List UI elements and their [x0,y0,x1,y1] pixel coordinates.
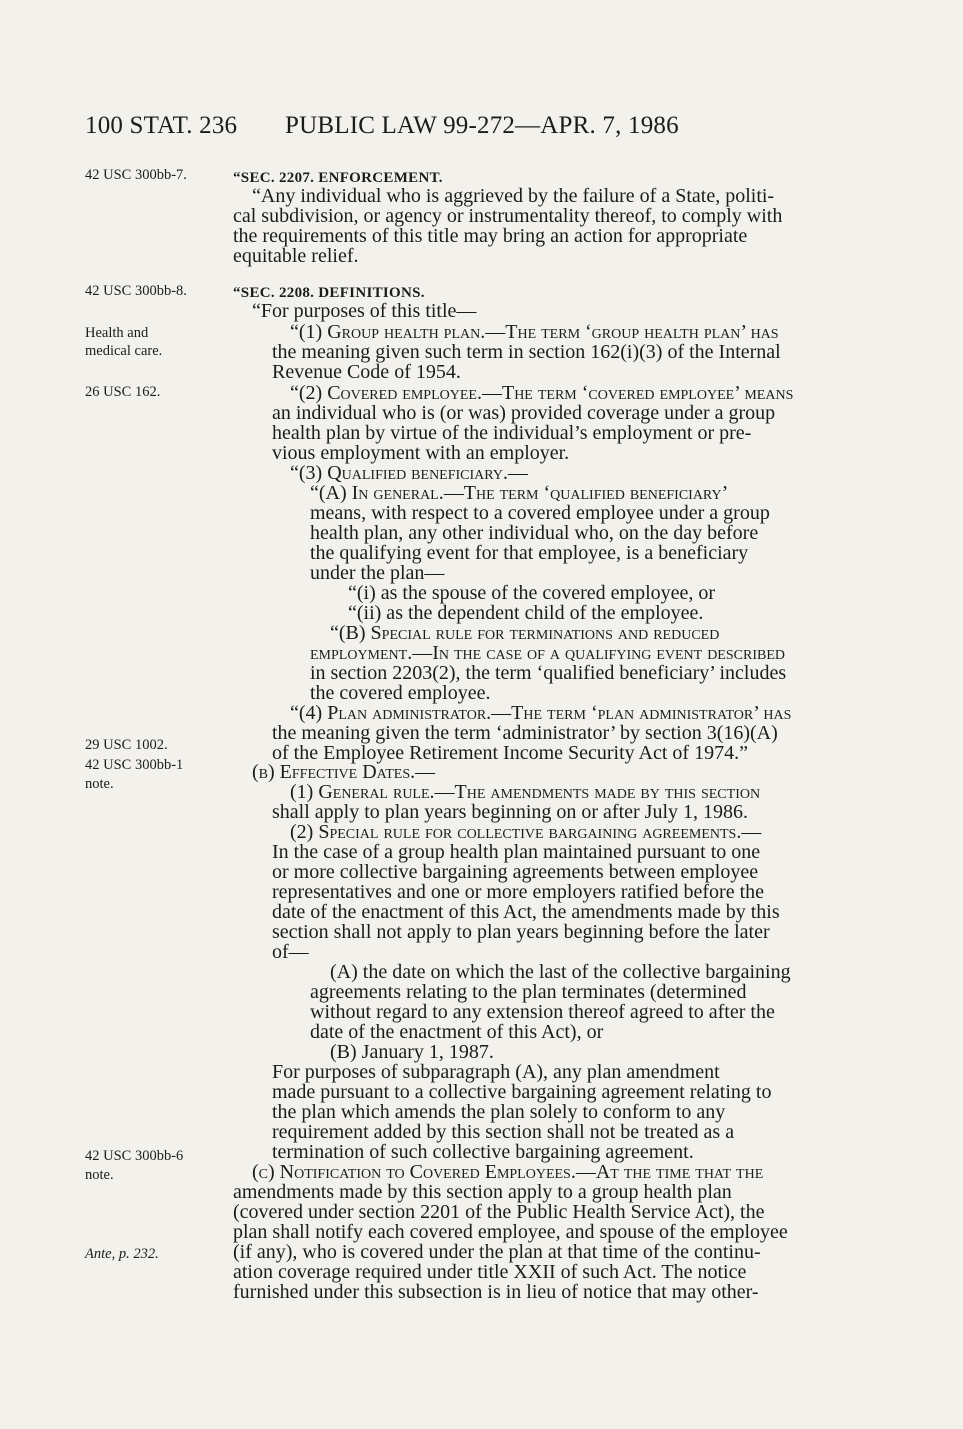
margin-note: 26 USC 162. [85,384,161,400]
stat-page-reference: 100 STAT. 236 [85,112,238,139]
text-line: vious employment with an employer. [272,442,570,464]
page-header [85,112,885,152]
text-line: equitable relief. [233,245,359,267]
text-line: the qualifying event for that employee, is a beneficiary [310,542,749,564]
margin-note: note. [85,776,114,792]
text-line: the requirements of this title may bring an action for appropriate [233,225,748,247]
margin-note: 42 USC 300bb-1 [85,757,184,773]
text-line: made pursuant to a collective bargaining agreement relating to [272,1081,772,1103]
text-line: employment.—In the case of a qualifying event described [310,642,785,664]
text-line: an individual who is (or was) provided coverage under a group [272,402,776,424]
text-line: in section 2203(2), the term ‘qualified beneficiary’ includes [310,662,787,684]
text-line: shall apply to plan years beginning on or after July 1, 1986. [272,801,749,823]
text-line: representatives and one or more employers ratified before the [272,881,765,903]
text-line: section shall not apply to plan years beginning before the later [272,921,770,943]
text-line: “(3) Qualified beneficiary.— [290,462,528,484]
text-line: ation coverage required under title XXII of such Act. The notice [233,1261,747,1283]
text-line: “(A) In general.—The term ‘qualified beneficiary’ [310,482,729,504]
text-line: (1) General rule.—The amendments made by this section [290,781,761,803]
text-line: (b) Effective Dates.— [252,761,436,783]
text-line: (if any), who is covered under the plan at that time of the continu- [233,1241,761,1263]
text-line: date of the enactment of this Act, the amendments made by this [272,901,780,923]
text-line: (c) Notification to Covered Employees.—At the time that the [252,1161,764,1183]
text-line: furnished under this subsection is in lieu of notice that may other- [233,1281,759,1303]
text-line: “(4) Plan administrator.—The term ‘plan administrator’ has [290,702,792,724]
text-line: cal subdivision, or agency or instrumentality thereof, to comply with [233,205,783,227]
margin-note: 29 USC 1002. [85,737,168,753]
text-line: or more collective bargaining agreements between employee [272,861,759,883]
text-line: health plan, any other individual who, on the day before [310,522,759,544]
margin-note: medical care. [85,343,163,359]
text-line: of the Employee Retirement Income Security Act of 1974.” [272,742,748,764]
section-heading-definitions: “SEC. 2208. DEFINITIONS. [233,285,425,301]
margin-note: 42 USC 300bb-6 [85,1148,184,1164]
margin-note: Ante, p. 232. [85,1246,159,1262]
text-line: Revenue Code of 1954. [272,361,461,383]
section-heading-enforcement: “SEC. 2207. ENFORCEMENT. [233,170,443,186]
text-line: “Any individual who is aggrieved by the failure of a State, politi- [252,185,775,207]
text-line: “(B) Special rule for terminations and reduced [330,622,720,644]
text-line: without regard to any extension thereof agreed to after the [310,1001,775,1023]
text-line: of— [272,941,309,963]
text-line: “For purposes of this title— [252,300,477,322]
text-line: “(1) Group health plan.—The term ‘group health plan’ has [290,321,779,343]
text-line: means, with respect to a covered employee under a group [310,502,770,524]
margin-note: 42 USC 300bb-7. [85,167,187,183]
text-line: amendments made by this section apply to a group health plan [233,1181,732,1203]
text-line: “(ii) as the dependent child of the employee. [348,602,704,624]
margin-note: 42 USC 300bb-8. [85,283,187,299]
text-line: date of the enactment of this Act), or [310,1021,604,1043]
margin-note: note. [85,1167,114,1183]
text-line: (A) the date on which the last of the collective bargaining [330,961,791,983]
text-line: the covered employee. [310,682,491,704]
text-line: requirement added by this section shall not be treated as a [272,1121,735,1143]
text-line: “(i) as the spouse of the covered employee, or [348,582,716,604]
margin-note: Health and [85,325,149,341]
text-line: In the case of a group health plan maintained pursuant to one [272,841,761,863]
text-line: the meaning given such term in section 162(i)(3) of the Internal [272,341,781,363]
text-line: “(2) Covered employee.—The term ‘covered employee’ means [290,382,794,404]
text-line: the meaning given the term ‘administrator’ by section 3(16)(A) [272,722,778,744]
text-line: termination of such collective bargaining agreement. [272,1141,694,1163]
text-line: health plan by virtue of the individual’s employment or pre- [272,422,752,444]
public-law-citation: PUBLIC LAW 99-272—APR. 7, 1986 [285,112,679,139]
text-line: (2) Special rule for collective bargaining agreements.— [290,821,762,843]
text-line: For purposes of subparagraph (A), any plan amendment [272,1061,720,1083]
text-line: agreements relating to the plan terminates (determined [310,981,747,1003]
text-line: plan shall notify each covered employee, and spouse of the employee [233,1221,788,1243]
text-line: (covered under section 2201 of the Public Health Service Act), the [233,1201,765,1223]
text-line: (B) January 1, 1987. [330,1041,494,1063]
text-line: the plan which amends the plan solely to conform to any [272,1101,726,1123]
text-line: under the plan— [310,562,445,584]
